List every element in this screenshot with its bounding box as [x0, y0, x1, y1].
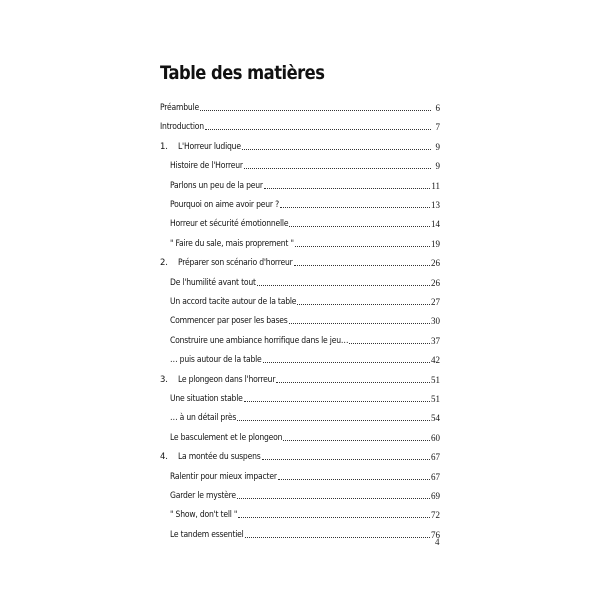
- toc-entry-text: Pourquoi on aime avoir peur ?: [170, 200, 279, 210]
- toc-entry-text: Garder le mystère: [170, 491, 236, 501]
- toc-entry-text: Préparer son scénario d'horreur: [178, 258, 293, 269]
- toc-entry[interactable]: [170, 196, 440, 210]
- page-number: 4: [435, 537, 440, 547]
- toc-entry[interactable]: [160, 254, 440, 268]
- toc-entry-text: Parlons un peu de la peur: [170, 180, 263, 191]
- toc-dot-leader: [283, 439, 430, 441]
- toc-dot-leader: [349, 342, 430, 344]
- toc-entry-page: 26: [431, 277, 440, 288]
- toc-entry-label: [170, 510, 237, 520]
- toc-entry[interactable]: [170, 506, 440, 520]
- toc-entry-label: [170, 413, 236, 423]
- toc-entry-number: 3.: [160, 374, 168, 385]
- toc-entry-text: " Show, don't tell ": [170, 510, 238, 521]
- toc-dot-leader: [264, 187, 430, 189]
- page-title: Table des matières: [160, 62, 325, 84]
- toc-entry-page: 42: [431, 355, 440, 366]
- toc-entry-label: [170, 433, 282, 443]
- toc-entry[interactable]: [160, 118, 440, 132]
- toc-entry-label: [170, 200, 279, 210]
- toc-dot-leader: [276, 381, 430, 383]
- toc-entry-text: Construire une ambiance horrifique dans le jeu…: [170, 335, 349, 346]
- toc-entry-label: [170, 530, 244, 540]
- toc-entry[interactable]: [170, 390, 440, 404]
- toc-entry-text: Préambule: [160, 103, 199, 113]
- toc-entry-page: 54: [431, 413, 440, 424]
- toc-entry[interactable]: [170, 157, 440, 171]
- toc-entry-number: 2.: [160, 258, 168, 269]
- toc-entry-page: 27: [431, 297, 440, 307]
- toc-entry[interactable]: [170, 468, 440, 482]
- toc-entry-page: 67: [431, 452, 440, 463]
- toc-entry-label: [170, 297, 296, 307]
- toc-entry[interactable]: [160, 138, 440, 152]
- toc-entry-label: [170, 316, 288, 326]
- toc-dot-leader: [289, 225, 430, 227]
- toc-entry[interactable]: [170, 429, 440, 443]
- toc-entry[interactable]: [170, 526, 440, 540]
- toc-entry[interactable]: [170, 215, 440, 229]
- toc-dot-leader: [289, 322, 430, 324]
- toc-entry[interactable]: [170, 293, 440, 307]
- toc-entry-text: Le basculement et le plongeon: [170, 432, 283, 443]
- toc-entry-label: [170, 161, 243, 171]
- toc-entry-page: 11: [431, 180, 440, 191]
- toc-entry[interactable]: [170, 409, 440, 423]
- toc-entry-text: … puis autour de la table: [170, 355, 262, 366]
- toc-entry-page: 7: [435, 122, 440, 133]
- toc-entry-page: 13: [431, 200, 440, 210]
- toc-entry-text: De l'humilité avant tout: [170, 277, 256, 288]
- toc-entry-label: [160, 122, 204, 132]
- toc-entry-text: Introduction: [160, 122, 204, 133]
- toc-entry[interactable]: [170, 274, 440, 288]
- toc-dot-leader: [237, 497, 430, 499]
- toc-entry-page: 9: [435, 161, 440, 172]
- toc-dot-leader: [294, 264, 430, 266]
- toc-entry[interactable]: [170, 351, 440, 365]
- toc-entry-text: Un accord tacite autour de la table: [170, 297, 297, 307]
- toc-entry-page: 69: [431, 491, 440, 501]
- toc-entry-label: [160, 103, 199, 113]
- toc-dot-leader: [238, 516, 430, 518]
- toc-dot-leader: [244, 167, 431, 169]
- toc-entry-label: [170, 472, 277, 482]
- toc-entry[interactable]: [170, 487, 440, 501]
- toc-entry-label: [170, 278, 256, 288]
- toc-dot-leader: [263, 361, 430, 363]
- toc-entry-label: [170, 219, 288, 229]
- toc-entry-label: [160, 258, 293, 268]
- toc-entry-label: [170, 355, 262, 365]
- toc-entry[interactable]: [160, 371, 440, 385]
- toc-entry-page: 30: [431, 316, 440, 327]
- toc-entry-page: 51: [431, 394, 440, 404]
- toc-entry-page: 72: [431, 510, 440, 521]
- toc-entry-page: 67: [431, 471, 440, 482]
- toc-dot-leader: [245, 536, 430, 538]
- toc-entry-page: 76: [431, 529, 440, 540]
- toc-entry-label: [160, 375, 275, 385]
- toc-entry-text: Ralentir pour mieux impacter: [170, 471, 277, 482]
- toc-entry-page: 60: [431, 432, 440, 443]
- toc-dot-leader: [200, 109, 431, 111]
- toc-entry-label: [170, 181, 263, 191]
- toc-dot-leader: [295, 245, 430, 247]
- toc-entry-page: 51: [431, 374, 440, 385]
- toc-entry-text: La montée du suspens: [178, 452, 261, 463]
- toc-entry-text: Une situation stable: [170, 394, 243, 404]
- toc-entry[interactable]: [170, 235, 440, 249]
- toc-entry-page: 26: [431, 258, 440, 269]
- toc-dot-leader: [278, 478, 430, 480]
- toc-entry-page: 14: [431, 219, 440, 230]
- toc-dot-leader: [205, 128, 431, 130]
- toc-entry-number: 4.: [160, 452, 168, 463]
- toc-entry-text: L'Horreur ludique: [178, 141, 241, 152]
- toc-dot-leader: [242, 148, 431, 150]
- toc-entry-text: Commencer par poser les bases: [170, 316, 288, 327]
- toc-entry-label: [170, 394, 243, 404]
- toc-entry[interactable]: [160, 99, 440, 113]
- toc-entry[interactable]: [160, 448, 440, 462]
- toc-entry-page: 6: [435, 103, 440, 113]
- toc-dot-leader: [262, 458, 430, 460]
- toc-entry-text: Le tandem essentiel: [170, 529, 244, 540]
- toc-entry-page: 37: [431, 335, 440, 346]
- toc-entry[interactable]: [170, 332, 440, 346]
- toc-entry[interactable]: [170, 312, 440, 326]
- toc-entry-text: Horreur et sécurité émotionnelle: [170, 219, 289, 230]
- toc-entry[interactable]: [170, 177, 440, 191]
- toc-entry-text: Le plongeon dans l'horreur: [178, 374, 276, 385]
- toc-entry-label: [160, 452, 261, 462]
- toc-dot-leader: [280, 206, 430, 208]
- toc-dot-leader: [297, 303, 430, 305]
- toc-entry-label: [170, 491, 236, 501]
- toc-dot-leader: [244, 400, 430, 402]
- toc-entry-label: [160, 142, 241, 152]
- toc-entry-text: Histoire de l'Horreur: [170, 161, 243, 172]
- toc-entry-text: " Faire du sale, mais proprement ": [170, 238, 294, 249]
- toc-entry-number: 1.: [160, 141, 168, 152]
- toc-dot-leader: [257, 284, 430, 286]
- toc-entry-page: 19: [431, 238, 440, 249]
- toc-dot-leader: [237, 419, 430, 421]
- toc-entry-page: 9: [435, 141, 440, 152]
- toc-entry-label: [170, 239, 294, 249]
- toc-entry-text: … à un détail près: [170, 413, 237, 424]
- toc-entry-label: [170, 336, 348, 346]
